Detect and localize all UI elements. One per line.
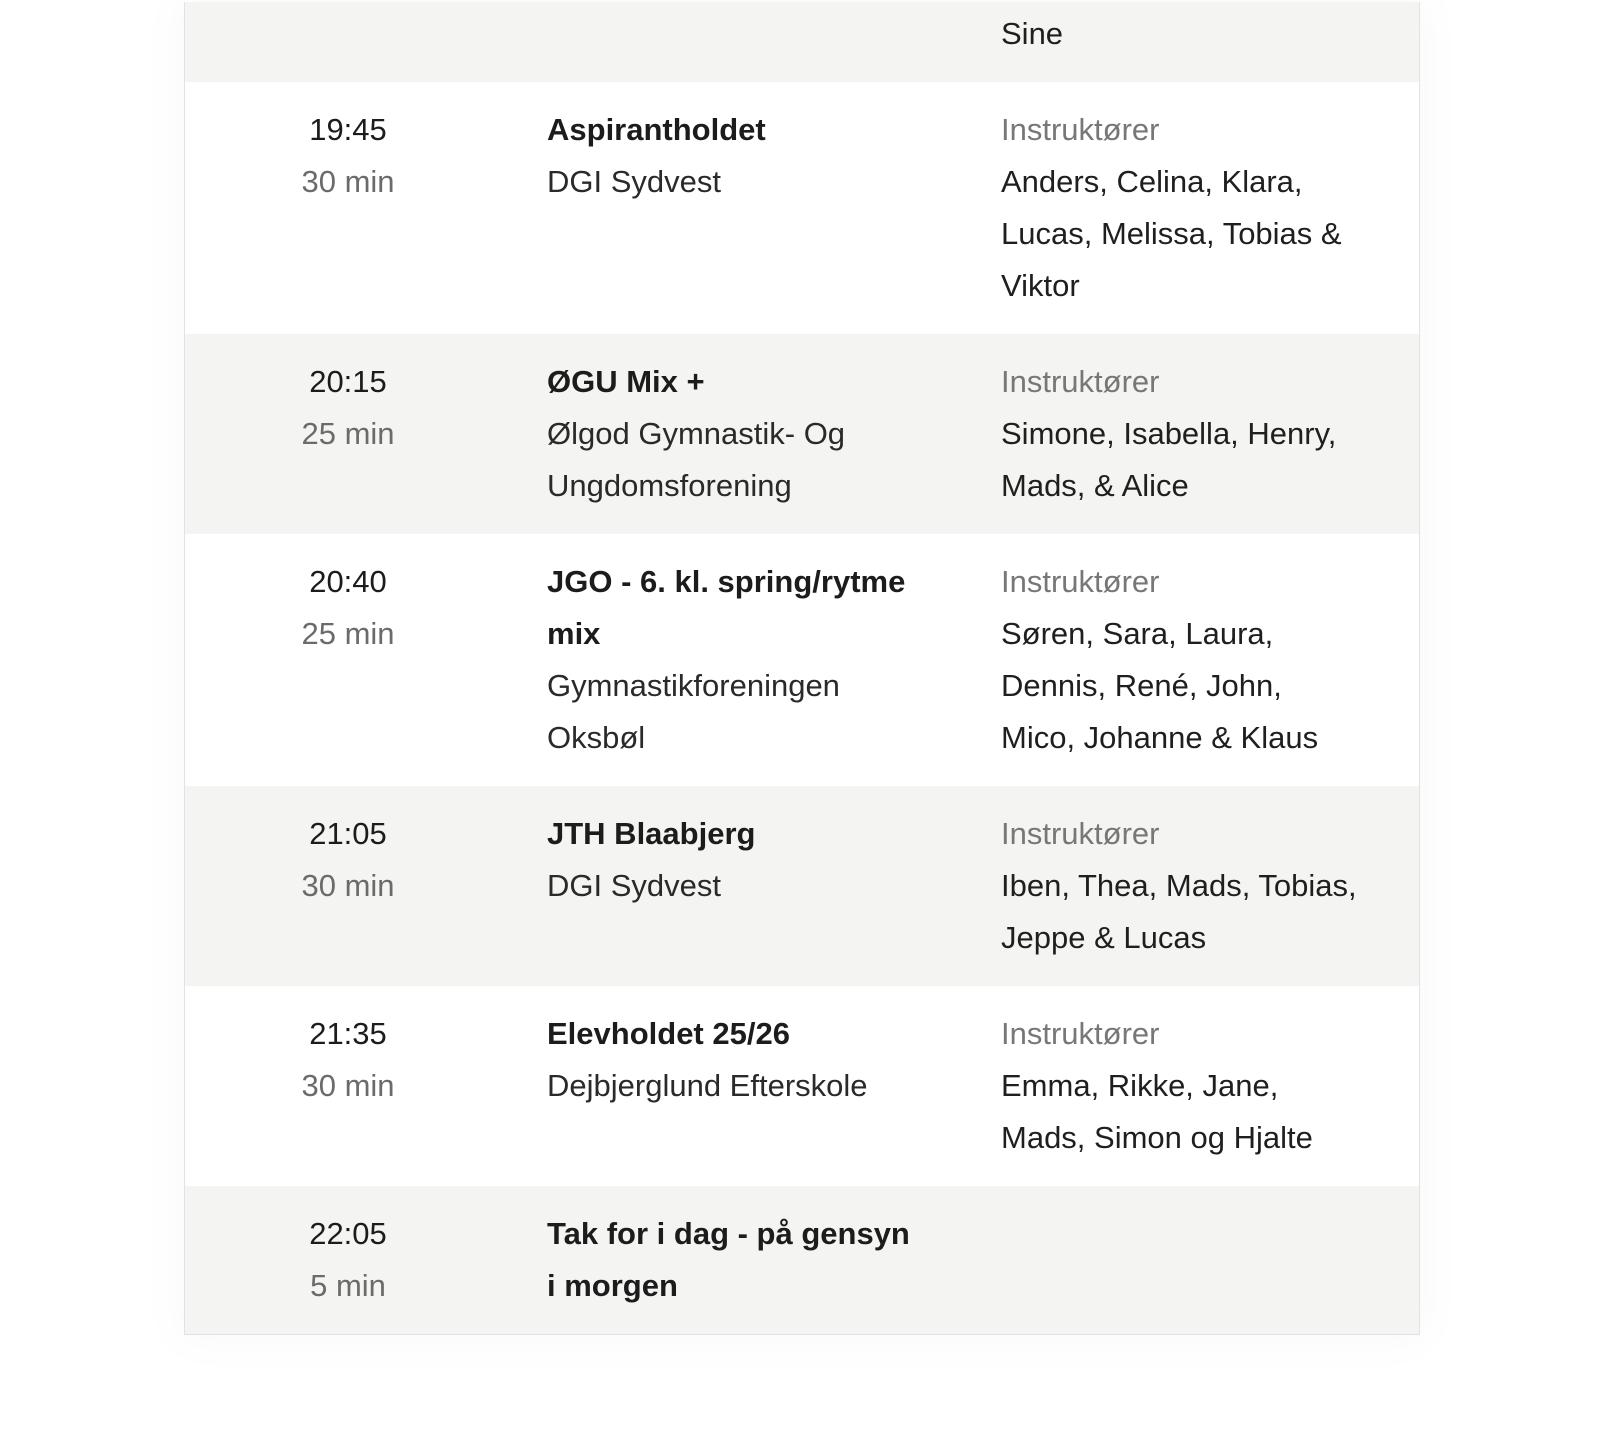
team-name: JTH Blaabjerg (547, 816, 756, 851)
instructors-label: Instruktører (1001, 816, 1160, 851)
instructor-names: Søren, Sara, Laura, (1001, 616, 1274, 651)
schedule-row (185, 534, 1419, 786)
schedule-row (185, 1186, 1419, 1334)
instructors-cell (1001, 356, 1419, 512)
start-time: 19:45 (309, 112, 387, 147)
start-time: 20:15 (309, 364, 387, 399)
instructor-names: Lucas, Melissa, Tobias & (1001, 216, 1342, 251)
club-name: Ungdomsforening (547, 468, 792, 503)
start-time: 21:05 (309, 816, 387, 851)
schedule-row (185, 2, 1419, 82)
start-time: 21:35 (309, 1016, 387, 1051)
instructors-cell (1001, 1208, 1419, 1312)
team-name: JGO - 6. kl. spring/rytme (547, 564, 906, 599)
club-name: Gymnastikforeningen (547, 668, 840, 703)
instructor-names: Sine (1001, 16, 1064, 51)
team-name: Tak for i dag - på gensyn (547, 1216, 910, 1251)
team-name: ØGU Mix + (547, 364, 705, 399)
instructor-names: Dennis, René, John, (1001, 668, 1282, 703)
instructors-label: Instruktører (1001, 1016, 1160, 1051)
instructor-names: Jeppe & Lucas (1001, 920, 1207, 955)
instructor-names: Mads, Simon og Hjalte (1001, 1120, 1313, 1155)
time-cell (185, 8, 547, 60)
start-time: 22:05 (309, 1216, 387, 1251)
instructors-label: Instruktører (1001, 112, 1160, 147)
duration: 30 min (301, 1068, 395, 1103)
time-cell (185, 356, 547, 512)
instructors-cell (1001, 1008, 1419, 1164)
instructors-label: Instruktører (1001, 364, 1160, 399)
team-cell (547, 808, 1001, 964)
duration: 25 min (301, 616, 395, 651)
instructors-cell (1001, 8, 1419, 60)
team-cell (547, 1008, 1001, 1164)
instructors-cell (1001, 104, 1419, 312)
duration: 30 min (301, 868, 395, 903)
time-cell (185, 556, 547, 764)
club-name: Dejbjerglund Efterskole (547, 1068, 868, 1103)
club-name: DGI Sydvest (547, 868, 721, 903)
instructor-names: Anders, Celina, Klara, (1001, 164, 1303, 199)
team-cell (547, 8, 1001, 60)
club-name: Ølgod Gymnastik- Og (547, 416, 846, 451)
team-cell (547, 1208, 1001, 1312)
time-cell (185, 1008, 547, 1164)
start-time: 20:40 (309, 564, 387, 599)
duration: 5 min (310, 1268, 386, 1303)
instructor-names: Emma, Rikke, Jane, (1001, 1068, 1279, 1103)
schedule-row (185, 82, 1419, 334)
team-cell (547, 356, 1001, 512)
schedule-table (184, 2, 1420, 1335)
team-name: Aspirantholdet (547, 112, 766, 147)
instructor-names: Mico, Johanne & Klaus (1001, 720, 1319, 755)
schedule-row (185, 334, 1419, 534)
schedule-row (185, 786, 1419, 986)
duration: 30 min (301, 164, 395, 199)
instructor-names: Simone, Isabella, Henry, (1001, 416, 1337, 451)
club-name: DGI Sydvest (547, 164, 721, 199)
time-cell (185, 1208, 547, 1312)
team-cell (547, 556, 1001, 764)
instructor-names: Mads, & Alice (1001, 468, 1189, 503)
duration: 25 min (301, 416, 395, 451)
team-name: i morgen (547, 1268, 678, 1303)
instructor-names: Viktor (1001, 268, 1080, 303)
schedule-row (185, 986, 1419, 1186)
team-name: Elevholdet 25/26 (547, 1016, 790, 1051)
instructor-names: Iben, Thea, Mads, Tobias, (1001, 868, 1357, 903)
time-cell (185, 808, 547, 964)
instructors-cell (1001, 556, 1419, 764)
instructors-label: Instruktører (1001, 564, 1160, 599)
club-name: Oksbøl (547, 720, 646, 755)
team-cell (547, 104, 1001, 312)
time-cell (185, 104, 547, 312)
team-name: mix (547, 616, 601, 651)
instructors-cell (1001, 808, 1419, 964)
